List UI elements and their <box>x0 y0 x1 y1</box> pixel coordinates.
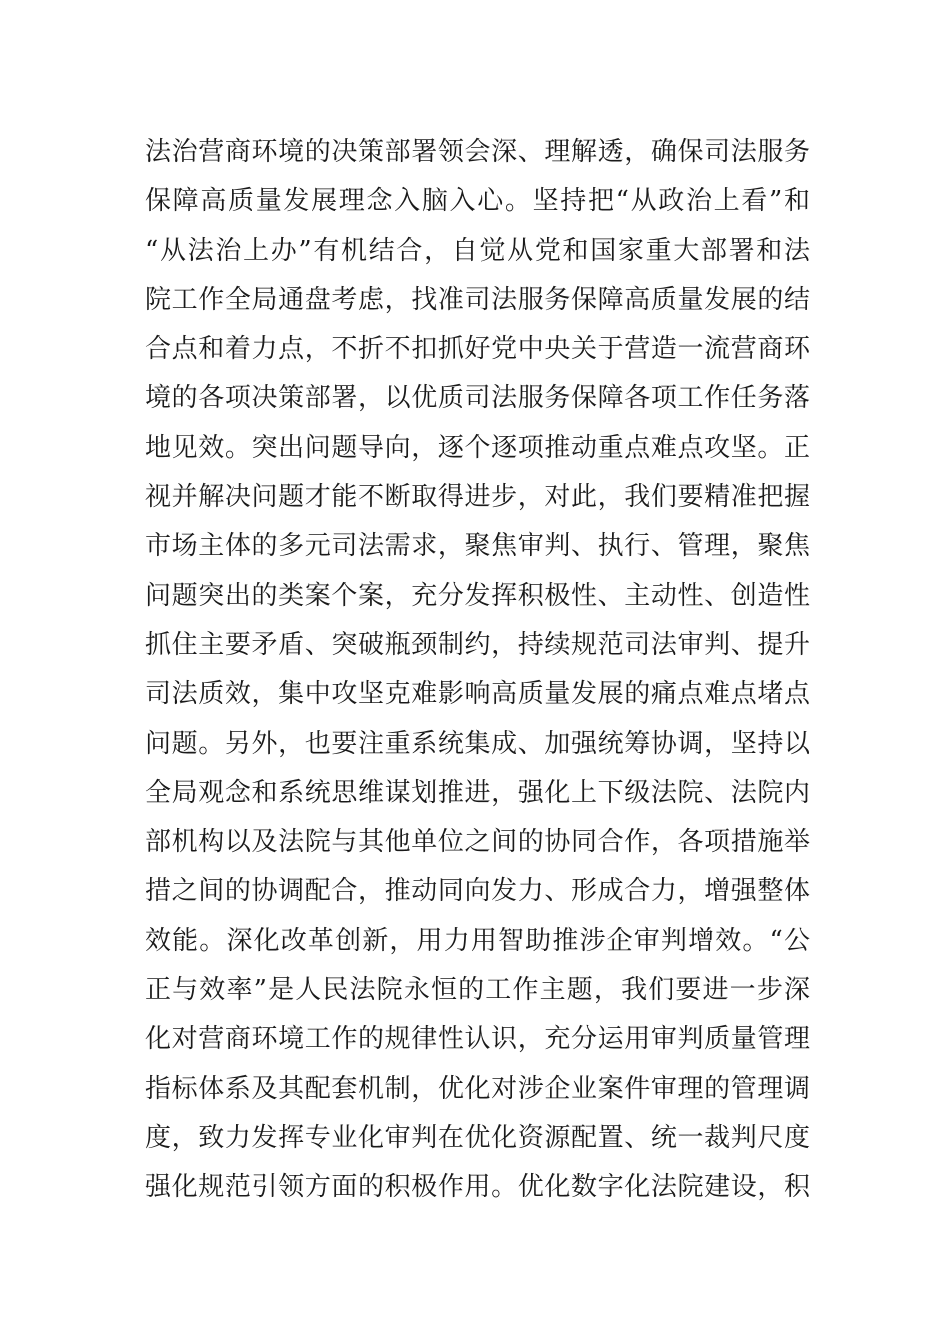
text-line: 正与效率”是人民法院永恒的工作主题，我们要进一步深 <box>145 975 810 1006</box>
text-line: 措之间的协调配合，推动同向发力、形成合力，增强整体 <box>145 876 810 907</box>
text-line: 法治营商环境的决策部署领会深、理解透，确保司法服务 <box>145 137 810 167</box>
text-line: 度，致力发挥专业化审判在优化资源配置、统一裁判尺度 <box>145 1122 810 1153</box>
text-line: 问题突出的类案个案，充分发挥积极性、主动性、创造性 <box>145 580 810 611</box>
text-line: 合点和着力点，不折不扣抓好党中央关于营造一流营商环 <box>145 334 810 365</box>
text-line: 地见效。突出问题导向，逐个逐项推动重点难点攻坚。正 <box>145 432 810 463</box>
text-line: 境的各项决策部署，以优质司法服务保障各项工作任务落 <box>145 383 810 414</box>
text-line: 部机构以及法院与其他单位之间的协同合作，各项措施举 <box>145 827 810 858</box>
text-line: 强化规范引领方面的积极作用。优化数字化法院建设，积 <box>145 1172 810 1203</box>
text-line: 保障高质量发展理念入脑入心。坚持把“从政治上看”和 <box>145 186 810 217</box>
text-line: “从法治上办”有机结合，自觉从党和国家重大部署和法 <box>145 235 810 266</box>
text-line: 化对营商环境工作的规律性认识，充分运用审判质量管理 <box>145 1024 810 1055</box>
text-line: 全局观念和系统思维谋划推进，强化上下级法院、法院内 <box>145 777 810 808</box>
text-line: 视并解决问题才能不断取得进步，对此，我们要精准把握 <box>145 482 810 513</box>
text-line: 司法质效，集中攻坚克难影响高质量发展的痛点难点堵点 <box>145 679 810 710</box>
text-line: 抓住主要矛盾、突破瓶颈制约，持续规范司法审判、提升 <box>145 629 810 660</box>
body-text <box>145 128 810 1213</box>
text-line: 指标体系及其配套机制，优化对涉企业案件审理的管理调 <box>145 1073 810 1104</box>
text-line: 效能。深化改革创新，用力用智助推涉企审判增效。“公 <box>145 925 810 956</box>
text-line: 问题。另外，也要注重系统集成、加强统筹协调，坚持以 <box>145 728 810 759</box>
text-line: 市场主体的多元司法需求，聚焦审判、执行、管理，聚焦 <box>145 531 810 562</box>
text-line: 院工作全局通盘考虑，找准司法服务保障高质量发展的结 <box>145 284 810 315</box>
